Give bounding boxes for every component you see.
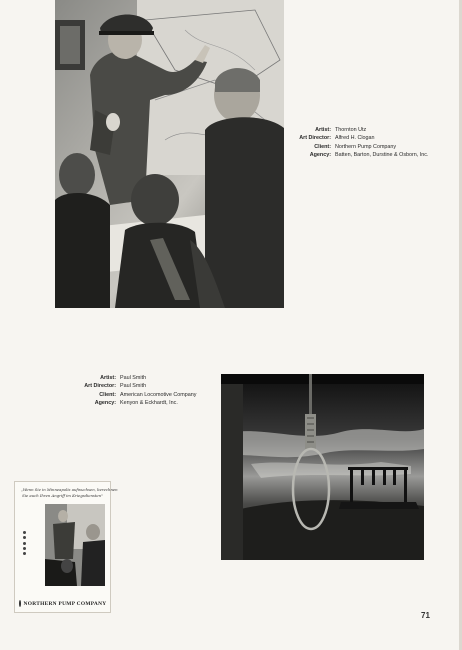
page-number: 71 [421, 611, 430, 620]
credit-value: Thornton Utz [335, 127, 367, 133]
credit-label: Agency: [309, 151, 331, 158]
credit-label: Art Director: [84, 383, 116, 390]
credit-row [72, 391, 196, 399]
thumbnail-artwork [45, 504, 105, 586]
credit-row [287, 151, 428, 159]
thumbnail-picture [45, 504, 105, 586]
bullet-dot [23, 531, 26, 534]
credit-row [72, 374, 196, 382]
credit-label: Artist: [100, 375, 116, 381]
thumbnail-bullets [23, 529, 41, 557]
thumbnail-brand: NORTHERN PUMP COMPANY [23, 600, 107, 607]
credit-row [287, 134, 428, 142]
illustration-officer-briefing [55, 0, 284, 308]
credit-value: Kenyon & Eckhardt, Inc. [120, 399, 178, 406]
bullet-dot [23, 547, 26, 550]
credits-top [287, 126, 428, 159]
ad-thumbnail [14, 481, 118, 613]
illustration-noose-gallows [221, 374, 424, 560]
credit-label: Artist: [315, 127, 331, 133]
credit-value: Northern Pump Company [335, 143, 397, 150]
thumbnail-footer [21, 599, 107, 608]
thumbnail-headline-2: Sie auch Ihren Angriff im Kriegsdiensten" [22, 493, 103, 498]
credit-label: Client: [99, 391, 116, 398]
credit-row [72, 399, 196, 407]
company-logo-icon [19, 600, 21, 607]
credit-value: Alfred H. Clogan [335, 135, 375, 142]
bullet-dot [23, 542, 26, 545]
credit-value: Paul Smith [120, 375, 147, 381]
credit-value: Batten, Barton, Durstine & Osborn, Inc. [335, 151, 429, 158]
credit-label: Art Director: [299, 135, 331, 142]
credits-bottom [72, 374, 196, 407]
bullet-dot [23, 536, 26, 539]
noose-artwork [221, 374, 424, 560]
credit-label: Client: [314, 143, 331, 150]
credit-row [287, 143, 428, 151]
credit-value: Paul Smith [120, 383, 147, 390]
thumbnail-headline-1: „Wenn Sie in Minneapolis aufwuchsen, berechnen [21, 487, 118, 492]
bullet-dot [23, 552, 26, 555]
credit-row [72, 382, 196, 390]
officer-briefing-artwork [55, 0, 284, 308]
credit-value: American Locomotive Company [120, 391, 197, 398]
credit-row [287, 126, 428, 134]
credit-label: Agency: [94, 399, 116, 406]
